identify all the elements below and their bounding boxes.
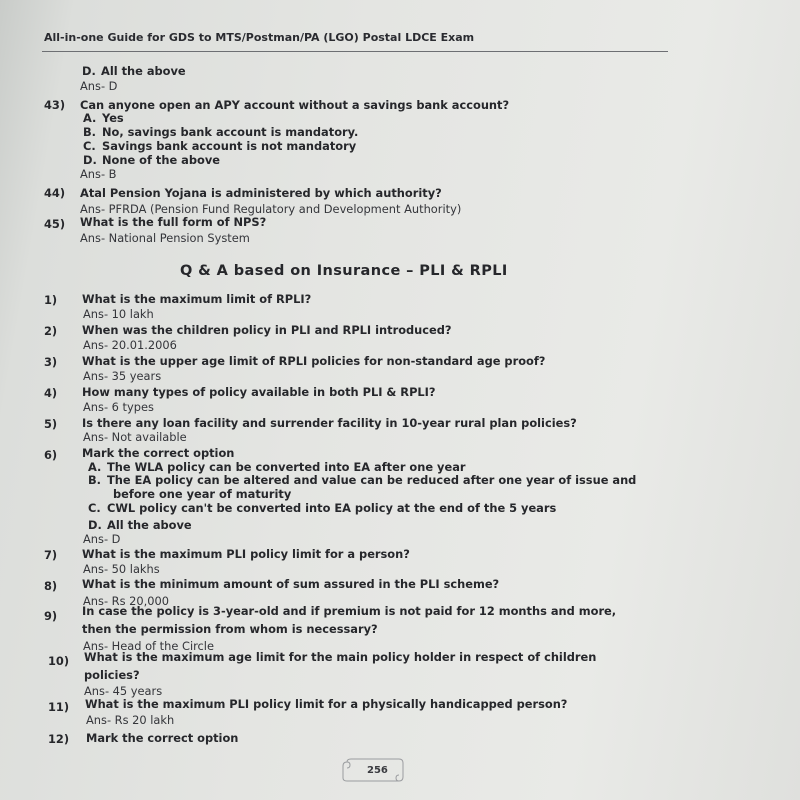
question-number: 4) [44,386,58,400]
question-text: Is there any loan facility and surrender facility in 10-year rural plan policies? [82,416,577,430]
answer: Ans- 10 lakh [83,307,154,321]
question-text: Atal Pension Yojana is administered by which authority? [80,186,442,200]
option-text: Yes [102,111,124,125]
question-number: 43) [44,98,66,112]
option-b-continuation: before one year of maturity [113,487,292,501]
question-text: What is the maximum age limit for the main policy holder in respect of children [84,650,597,664]
answer: Ans- 50 lakhs [83,562,160,576]
question-number: 5) [44,417,58,431]
running-header: All-in-one Guide for GDS to MTS/Postman/PA (LGO) Postal LDCE Exam [44,31,475,44]
question-number: 1) [44,293,58,307]
option-letter: B. [83,125,97,139]
answer: Ans- Rs 20,000 [83,594,170,608]
option-d [82,64,186,78]
option-d [83,153,220,167]
answer: Ans- D [83,532,121,546]
question-number: 11) [48,700,70,714]
option-letter: D. [82,64,96,78]
answer: Ans- 6 types [83,400,154,414]
question-number: 2) [44,324,58,338]
option-letter: A. [83,111,97,125]
answer: Ans- Rs 20 lakh [86,713,175,727]
answer: Ans- 45 years [84,684,163,698]
option-letter: D. [88,518,102,532]
option-b [88,473,636,487]
question-text: When was the children policy in PLI and RPLI introduced? [82,323,452,337]
option-letter: D. [83,153,97,167]
answer: Ans- D [80,79,118,93]
question-text: How many types of policy available in both PLI & RPLI? [82,385,436,399]
question-number: 3) [44,355,58,369]
question-text: What is the minimum amount of sum assured in the PLI scheme? [82,577,500,591]
page-number: 256 [367,765,388,776]
option-text: None of the above [102,153,220,167]
option-text: All the above [101,64,186,78]
option-text: The EA policy can be altered and value can be reduced after one year of issue and [107,473,637,487]
option-c [83,139,356,153]
header-rule [42,51,668,52]
option-a [83,111,124,125]
answer: Ans- B [80,167,117,181]
question-text: Can anyone open an APY account without a savings bank account? [80,98,510,112]
option-text: CWL policy can't be converted into EA policy at the end of the 5 years [107,501,557,515]
question-number: 44) [44,186,66,200]
answer: Ans- Not available [83,430,187,444]
option-a [88,460,466,474]
option-d [88,518,192,532]
option-c [88,501,556,515]
question-number: 7) [44,548,58,562]
option-letter: A. [88,460,102,474]
answer: Ans- Head of the Circle [83,639,214,653]
question-number: 12) [48,732,70,746]
option-text: Savings bank account is not mandatory [102,139,357,153]
question-number: 10) [48,654,70,668]
option-text: All the above [107,518,192,532]
question-text: Mark the correct option [86,731,239,745]
question-text: What is the full form of NPS? [80,215,267,229]
question-text-continuation: policies? [84,668,140,682]
section-title: Q & A based on Insurance – PLI & RPLI [180,263,508,279]
question-text: Mark the correct option [82,446,235,460]
option-letter: C. [83,139,96,153]
question-text: What is the maximum PLI policy limit for a physically handicapped person? [85,697,568,711]
answer: Ans- National Pension System [80,231,250,245]
option-letter: B. [88,473,102,487]
option-letter: C. [88,501,101,515]
option-b [83,125,358,139]
question-text-continuation: then the permission from whom is necessary? [82,622,378,636]
question-text: What is the maximum limit of RPLI? [82,292,312,306]
option-text: No, savings bank account is mandatory. [102,125,359,139]
question-number: 8) [44,579,58,593]
question-text: What is the maximum PLI policy limit for a person? [82,547,410,561]
answer: Ans- PFRDA (Pension Fund Regulatory and Development Authority) [80,202,462,216]
question-text: What is the upper age limit of RPLI policies for non-standard age proof? [82,354,546,368]
question-number: 45) [44,217,66,231]
option-text: The WLA policy can be converted into EA after one year [107,460,466,474]
question-number: 6) [44,448,58,462]
answer: Ans- 35 years [83,369,162,383]
question-text: In case the policy is 3-year-old and if premium is not paid for 12 months and more, [82,604,617,618]
question-number: 9) [44,609,58,623]
answer: Ans- 20.01.2006 [83,338,177,352]
